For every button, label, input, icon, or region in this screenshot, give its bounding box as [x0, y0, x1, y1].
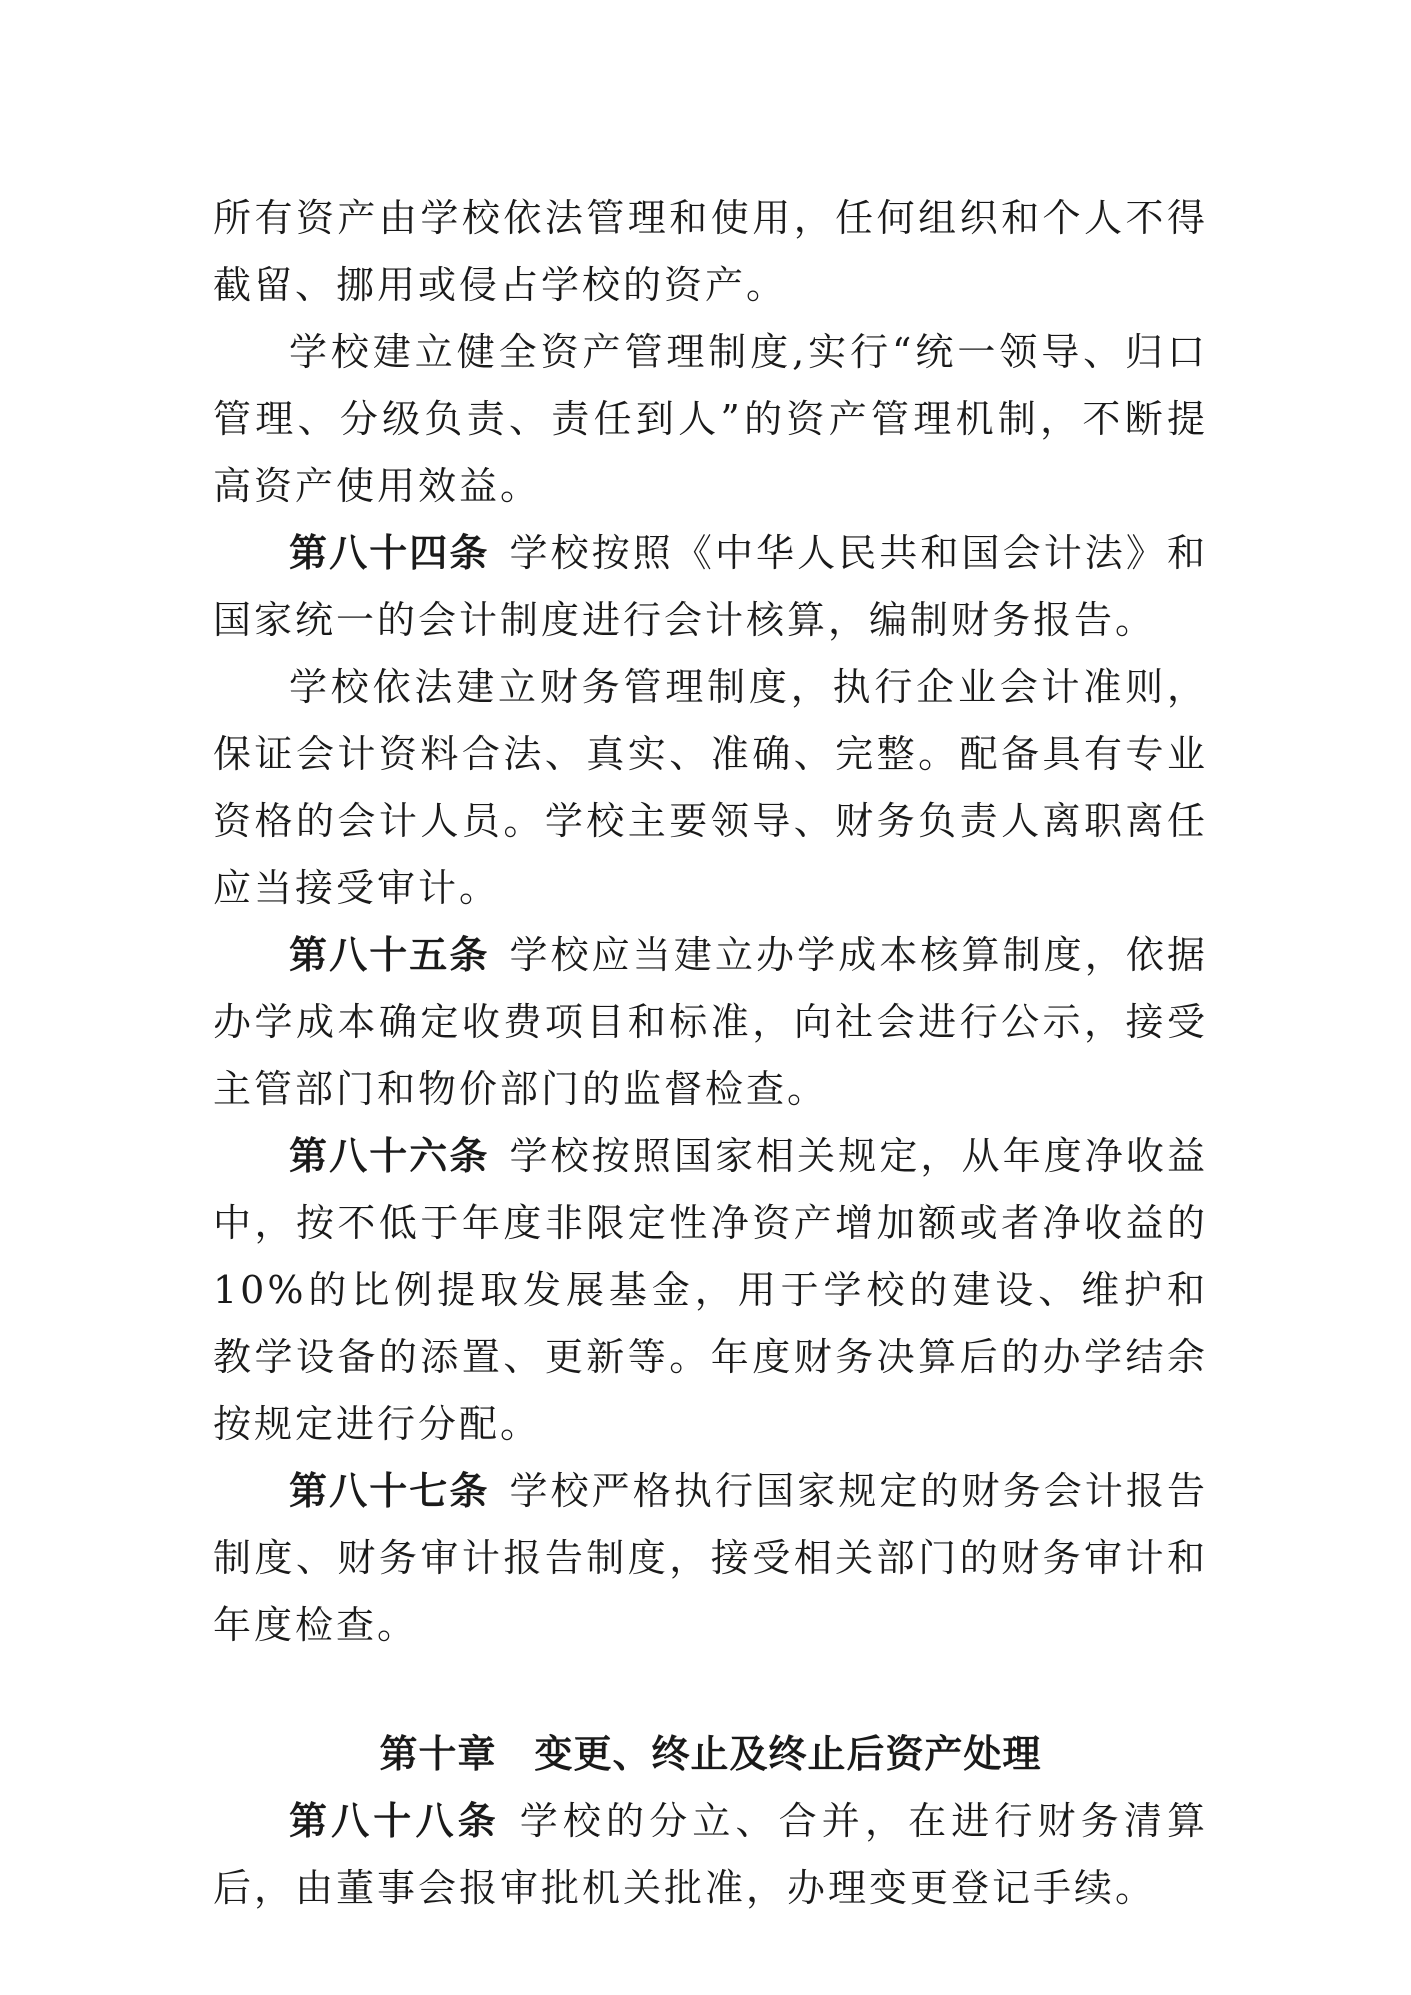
article-label: 第八十六条 [289, 1134, 490, 1178]
chapter-title: 变更、终止及终止后资产处理 [534, 1732, 1042, 1776]
article-84 [213, 520, 1208, 654]
article-label: 第八十八条 [289, 1799, 500, 1843]
paragraph-text: 学校按照国家相关规定，从年度净收益中，按不低于年度非限定性净资产增加额或者净收益的10%的比例提取发展基金，用于学校的建设、维护和教学设备的添置、更新等。年度财务决算后的办学结余按规定进行分配。 [213, 1134, 1208, 1446]
paragraph [213, 185, 1208, 319]
paragraph-text: 学校按照《中华人民共和国会计法》和国家统一的会计制度进行会计核算，编制财务报告。 [213, 531, 1208, 642]
article-label: 第八十四条 [289, 531, 490, 575]
paragraph [213, 319, 1208, 520]
document-page [213, 185, 1208, 1922]
article-85 [213, 922, 1208, 1123]
paragraph-text: 所有资产由学校依法管理和使用，任何组织和个人不得截留、挪用或侵占学校的资产。 [213, 196, 1208, 307]
chapter-number: 第十章 [379, 1732, 497, 1776]
paragraph-text: 学校严格执行国家规定的财务会计报告制度、财务审计报告制度，接受相关部门的财务审计和年度检查。 [213, 1469, 1208, 1647]
chapter-heading [213, 1721, 1208, 1788]
article-label: 第八十五条 [289, 933, 490, 977]
article-87 [213, 1458, 1208, 1659]
paragraph-text: 学校建立健全资产管理制度,实行“统一领导、归口管理、分级负责、责任到人”的资产管理机制，不断提高资产使用效益。 [213, 330, 1208, 508]
article-label: 第八十七条 [289, 1469, 490, 1513]
paragraph-text: 学校依法建立财务管理制度，执行企业会计准则，保证会计资料合法、真实、准确、完整。配备具有专业资格的会计人员。学校主要领导、财务负责人离职离任应当接受审计。 [213, 665, 1208, 910]
article-88 [213, 1788, 1208, 1922]
paragraph-text: 学校的分立、合并，在进行财务清算后，由董事会报审批机关批准，办理变更登记手续。 [213, 1799, 1208, 1910]
article-86 [213, 1123, 1208, 1458]
paragraph-text: 学校应当建立办学成本核算制度，依据办学成本确定收费项目和标准，向社会进行公示，接受主管部门和物价部门的监督检查。 [213, 933, 1208, 1111]
paragraph [213, 654, 1208, 922]
